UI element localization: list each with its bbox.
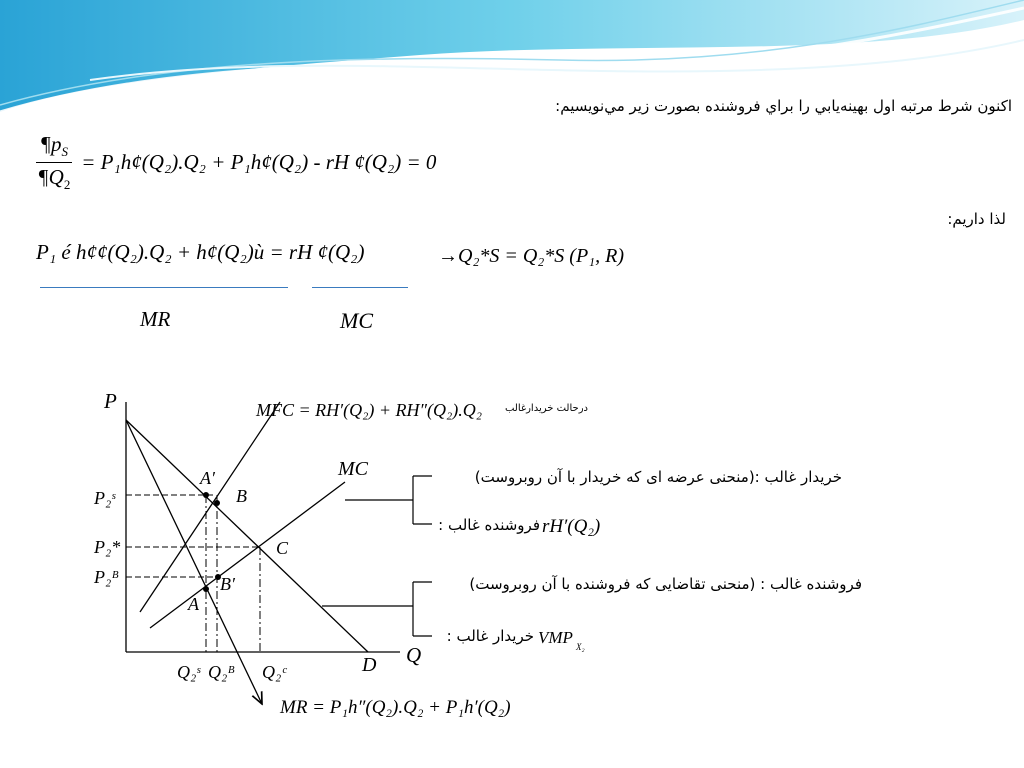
equation-rhs: = P₁h¢(Q₂).Q₂ + P₁h¢(Q₂) - rH ¢(Q₂) = 0 xyxy=(81,150,437,175)
mr-label: MR xyxy=(140,307,171,331)
therefore-text: لذا داریم: xyxy=(947,210,1006,228)
mc-underline xyxy=(312,287,408,288)
point-b-prime: B′ xyxy=(220,574,235,594)
mc-curve-label: MC xyxy=(338,458,368,480)
mr-underline xyxy=(40,287,288,288)
callout-seller-dominant: : فروشنده غالب xyxy=(438,516,540,534)
price-ps-label: P₂ˢ xyxy=(94,488,116,508)
callout-vmp-sub: X₂ xyxy=(576,642,585,652)
equation-result: →Q₂*S = Q₂*S (P₁, R) xyxy=(438,245,624,267)
mfc-label: MFC = RH′(Q₂) + RH″(Q₂).Q₂ xyxy=(256,400,482,420)
price-pb-label: P₂ᴮ xyxy=(94,567,119,587)
bilateral-monopoly-diagram xyxy=(0,380,1024,740)
price-pstar-label: P₂* xyxy=(94,537,121,557)
axis-q-label: Q xyxy=(406,643,422,667)
dominant-buyer-note: درحالت خریدارغالب xyxy=(504,403,588,414)
callout-vmp: VMP xyxy=(538,628,573,647)
callout-rh: rH′(Q₂) xyxy=(542,516,601,537)
qty-qc-label: Q₂ᶜ xyxy=(262,662,286,682)
callout-supply-buyer: (منحنی عرضه ای که خریدار با آن روبروست): خریدار غالب xyxy=(474,468,842,486)
callout-demand-seller: (منحنی تقاضایی که فروشنده با آن روبروست) : فروشنده غالب xyxy=(469,575,862,593)
point-a-prime: A′ xyxy=(200,468,215,488)
mfc-curve xyxy=(140,402,280,612)
mr-formula: MR = P₁h″(Q₂).Q₂ + P₁h′(Q₂) xyxy=(280,697,511,718)
qty-qb-label: Q₂ᴮ xyxy=(208,662,235,682)
axis-p-label: P xyxy=(104,389,117,413)
callout-buyer-dominant: : خریدار غالب xyxy=(446,627,534,645)
mc-curve xyxy=(150,482,345,628)
qty-qs-label: Q₂ˢ xyxy=(177,662,201,682)
point-c: C xyxy=(276,538,289,558)
intro-text: اکنون شرط مرتبه اول بهينه‌يابي را براي فروشنده بصورت زير مي‌نويسيم: xyxy=(555,97,1012,115)
demand-curve xyxy=(126,420,368,652)
equation-fraction: $\frac{\P p_S}{\P Q_2}$ xyxy=(37,132,71,193)
point-a: A xyxy=(188,594,199,614)
equation-mr-mc: P₁ é h¢¢(Q₂).Q₂ + h¢(Q₂)ù = rH ¢(Q₂) xyxy=(36,240,365,264)
point-d-label: D xyxy=(362,654,377,676)
mc-label: MC xyxy=(340,308,373,333)
point-b: B xyxy=(236,486,247,506)
equation-first-order xyxy=(36,132,436,193)
